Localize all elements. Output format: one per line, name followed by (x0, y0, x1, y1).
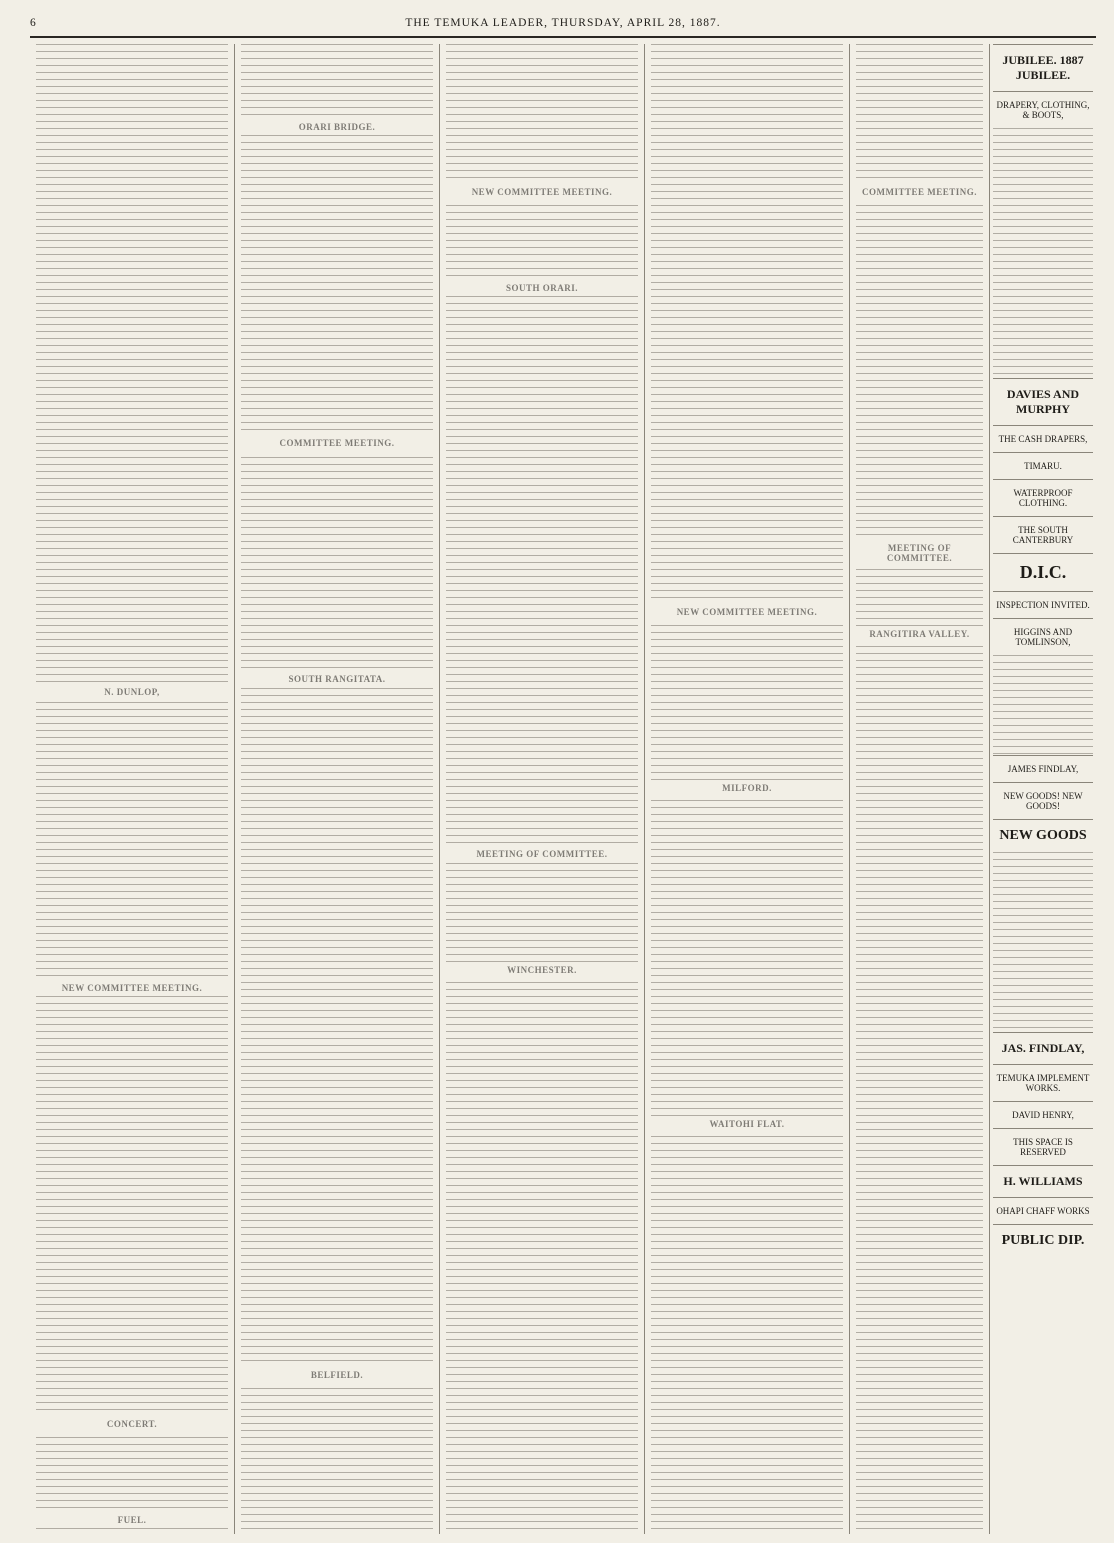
section-heading: SOUTH RANGITATA. (241, 671, 433, 687)
column-text (36, 44, 228, 1534)
section-heading: COMMITTEE MEETING. (856, 184, 983, 200)
section-heading: WAITOHI FLAT. (651, 1116, 843, 1132)
public-dip-ad: PUBLIC DIP. (993, 1224, 1093, 1257)
reserved-space: THIS SPACE IS RESERVED (993, 1128, 1093, 1165)
section-heading: MILFORD. (651, 780, 843, 796)
advertisements-column (990, 44, 1096, 1534)
column-text (856, 44, 983, 1534)
new-goods-ad: NEW GOODS (993, 819, 1093, 852)
column-text (651, 44, 843, 1534)
page-number: 6 (30, 17, 37, 29)
section-heading: MEETING OF COMMITTEE. (446, 846, 638, 862)
jubilee-ad: JUBILEE. 1887 JUBILEE. (993, 44, 1093, 91)
waterproof-ad: WATERPROOF CLOTHING. (993, 479, 1093, 516)
section-heading: NEW COMMITTEE MEETING. (651, 604, 843, 620)
new-goods-header: NEW GOODS! NEW GOODS! (993, 782, 1093, 819)
column-3 (440, 44, 645, 1534)
inspection-label: INSPECTION INVITED. (993, 591, 1093, 618)
section-heading: ORARI BRIDGE. (241, 119, 433, 135)
davies-murphy-ad: DAVIES AND MURPHY (993, 378, 1093, 425)
column-1 (30, 44, 235, 1534)
column-text (241, 44, 433, 1534)
newspaper-title: THE TEMUKA LEADER, THURSDAY, APRIL 28, 1887. (405, 17, 721, 29)
temuka-works-ad: TEMUKA IMPLEMENT WORKS. (993, 1064, 1093, 1101)
masthead (30, 12, 1096, 38)
section-heading: NEW COMMITTEE MEETING. (446, 184, 638, 200)
section-heading: NEW COMMITTEE MEETING. (36, 980, 228, 996)
david-henry-ad: DAVID HENRY, (993, 1101, 1093, 1128)
column-text (446, 44, 638, 1534)
higgins-ad: HIGGINS AND TOMLINSON, (993, 618, 1093, 655)
dic-ad: D.I.C. (993, 553, 1093, 591)
chaff-works-ad: OHAPI CHAFF WORKS (993, 1197, 1093, 1224)
column-4 (645, 44, 850, 1534)
section-heading: RANGITIRA VALLEY. (856, 626, 983, 642)
section-heading: WINCHESTER. (446, 962, 638, 978)
section-heading: COMMITTEE MEETING. (241, 435, 433, 451)
jas-findlay-ad: JAS. FINDLAY, (993, 1032, 1093, 1064)
section-heading: MEETING OF COMMITTEE. (856, 540, 983, 566)
drapery-ad: DRAPERY, CLOTHING, & BOOTS, (993, 91, 1093, 128)
dic-heading: THE SOUTH CANTERBURY (993, 516, 1093, 553)
section-heading: CONCERT. (36, 1416, 228, 1432)
timaru-label: TIMARU. (993, 452, 1093, 479)
section-heading: BELFIELD. (241, 1367, 433, 1383)
column-2 (235, 44, 440, 1534)
section-heading: N. DUNLOP, (36, 684, 228, 700)
cash-drapers-label: THE CASH DRAPERS, (993, 425, 1093, 452)
column-5 (850, 44, 990, 1534)
section-heading: SOUTH ORARI. (446, 280, 638, 296)
williams-ad: H. WILLIAMS (993, 1165, 1093, 1197)
james-findlay-ad: JAMES FINDLAY, (993, 755, 1093, 782)
section-heading: FUEL. (36, 1512, 228, 1528)
